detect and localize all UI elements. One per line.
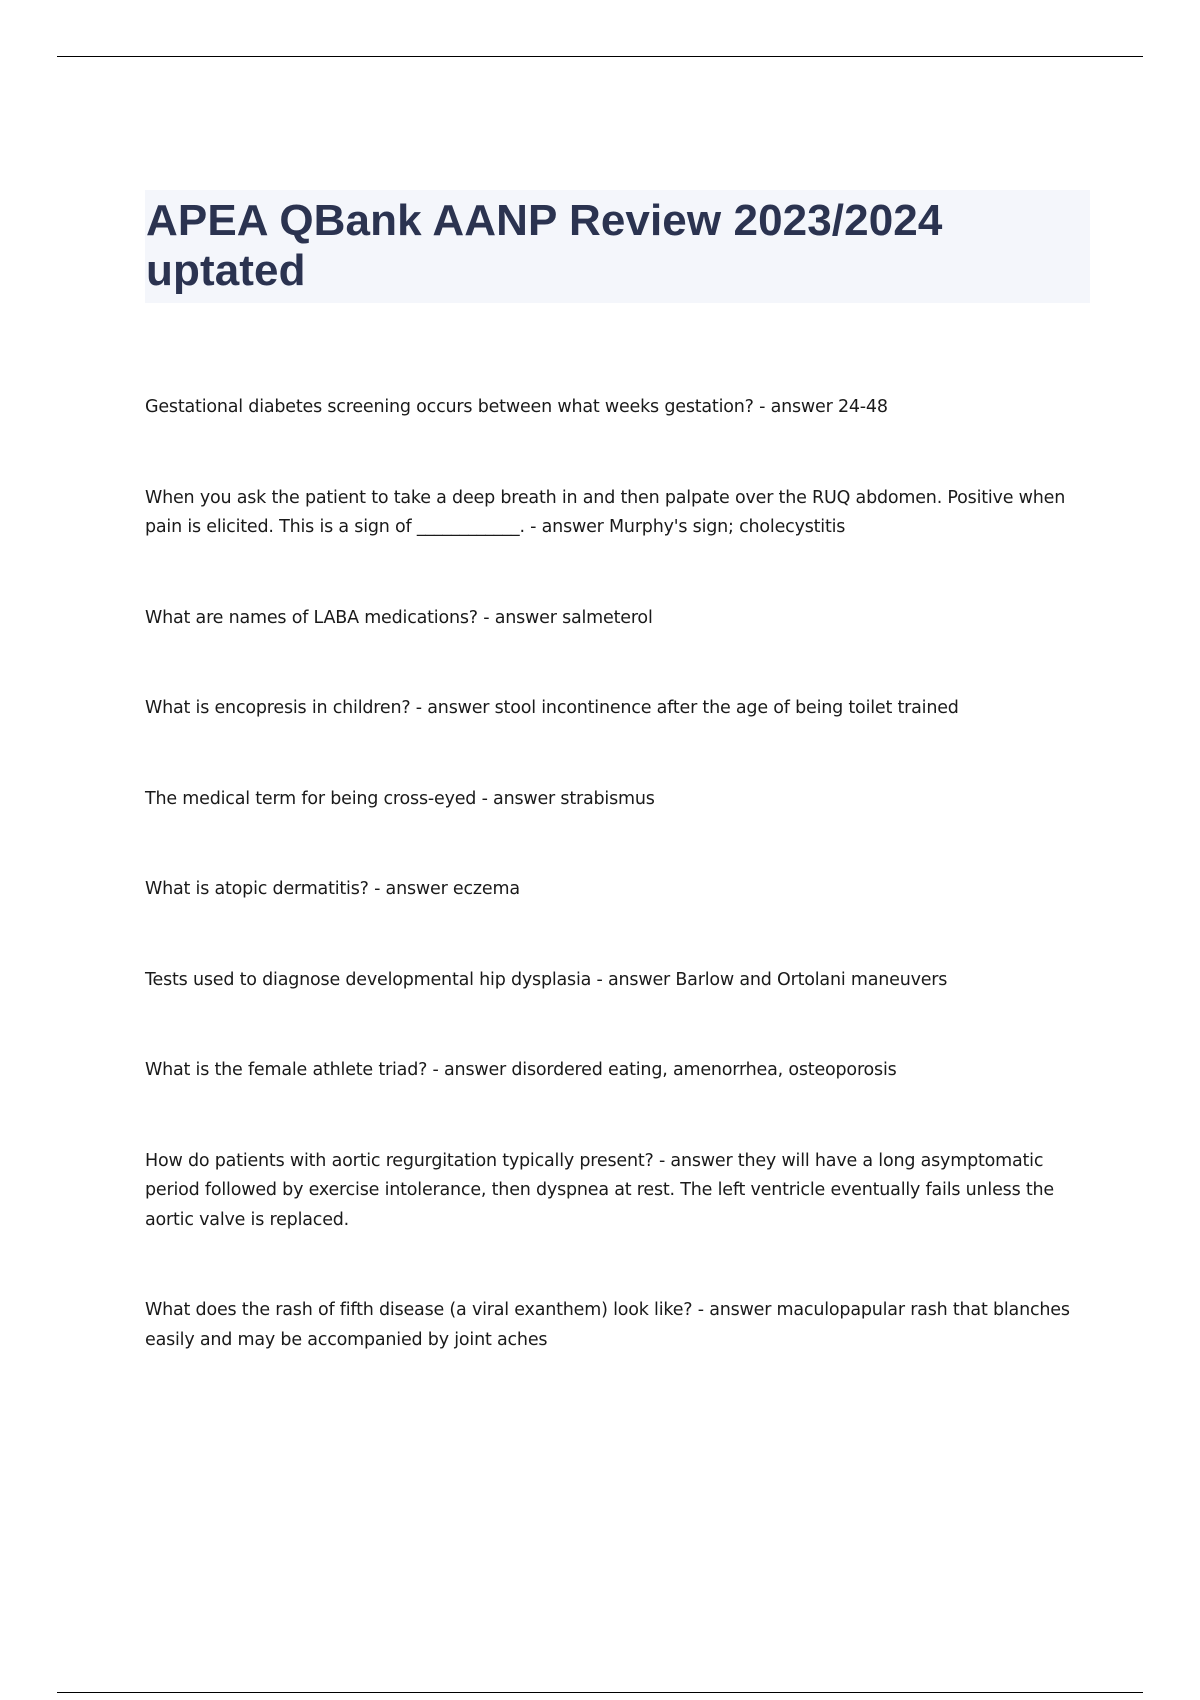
- document-title: APEA QBank AANP Review 2023/2024 uptated: [146, 196, 943, 295]
- qa-item: What is the female athlete triad? - answer disordered eating, amenorrhea, osteoporosis: [145, 1060, 897, 1080]
- qa-list: [145, 393, 1090, 1355]
- qa-item: What are names of LABA medications? - answer salmeterol: [145, 607, 653, 628]
- header-rule: [57, 56, 1143, 57]
- qa-item: What is atopic dermatitis? - answer eczema: [145, 879, 520, 899]
- qa-item: Gestational diabetes screening occurs between what weeks gestation? - answer 24-48: [145, 397, 888, 417]
- qa-item: What does the rash of fifth disease (a viral exanthem) look like? - answer maculopapular rash that blanches easily and may be accompanied by joint aches: [145, 1300, 1070, 1350]
- qa-item: What is encopresis in children? - answer stool incontinence after the age of being toilet trained: [145, 698, 959, 718]
- qa-item: The medical term for being cross-eyed - answer strabismus: [145, 788, 655, 809]
- footer-rule: [57, 1692, 1143, 1693]
- qa-item: When you ask the patient to take a deep breath in and then palpate over the RUQ abdomen. Positive when pain is elicited. This is a sign of ____________. - answer Murphy's sign; cholecystitis: [145, 487, 1066, 537]
- qa-item: How do patients with aortic regurgitation typically present? - answer they will have a long asymptomatic period followed by exercise intolerance, then dyspnea at rest. The left ventricle eventually fails unless the aortic valve is replaced.: [145, 1150, 1054, 1230]
- qa-item: Tests used to diagnose developmental hip dysplasia - answer Barlow and Ortolani maneuvers: [145, 969, 948, 990]
